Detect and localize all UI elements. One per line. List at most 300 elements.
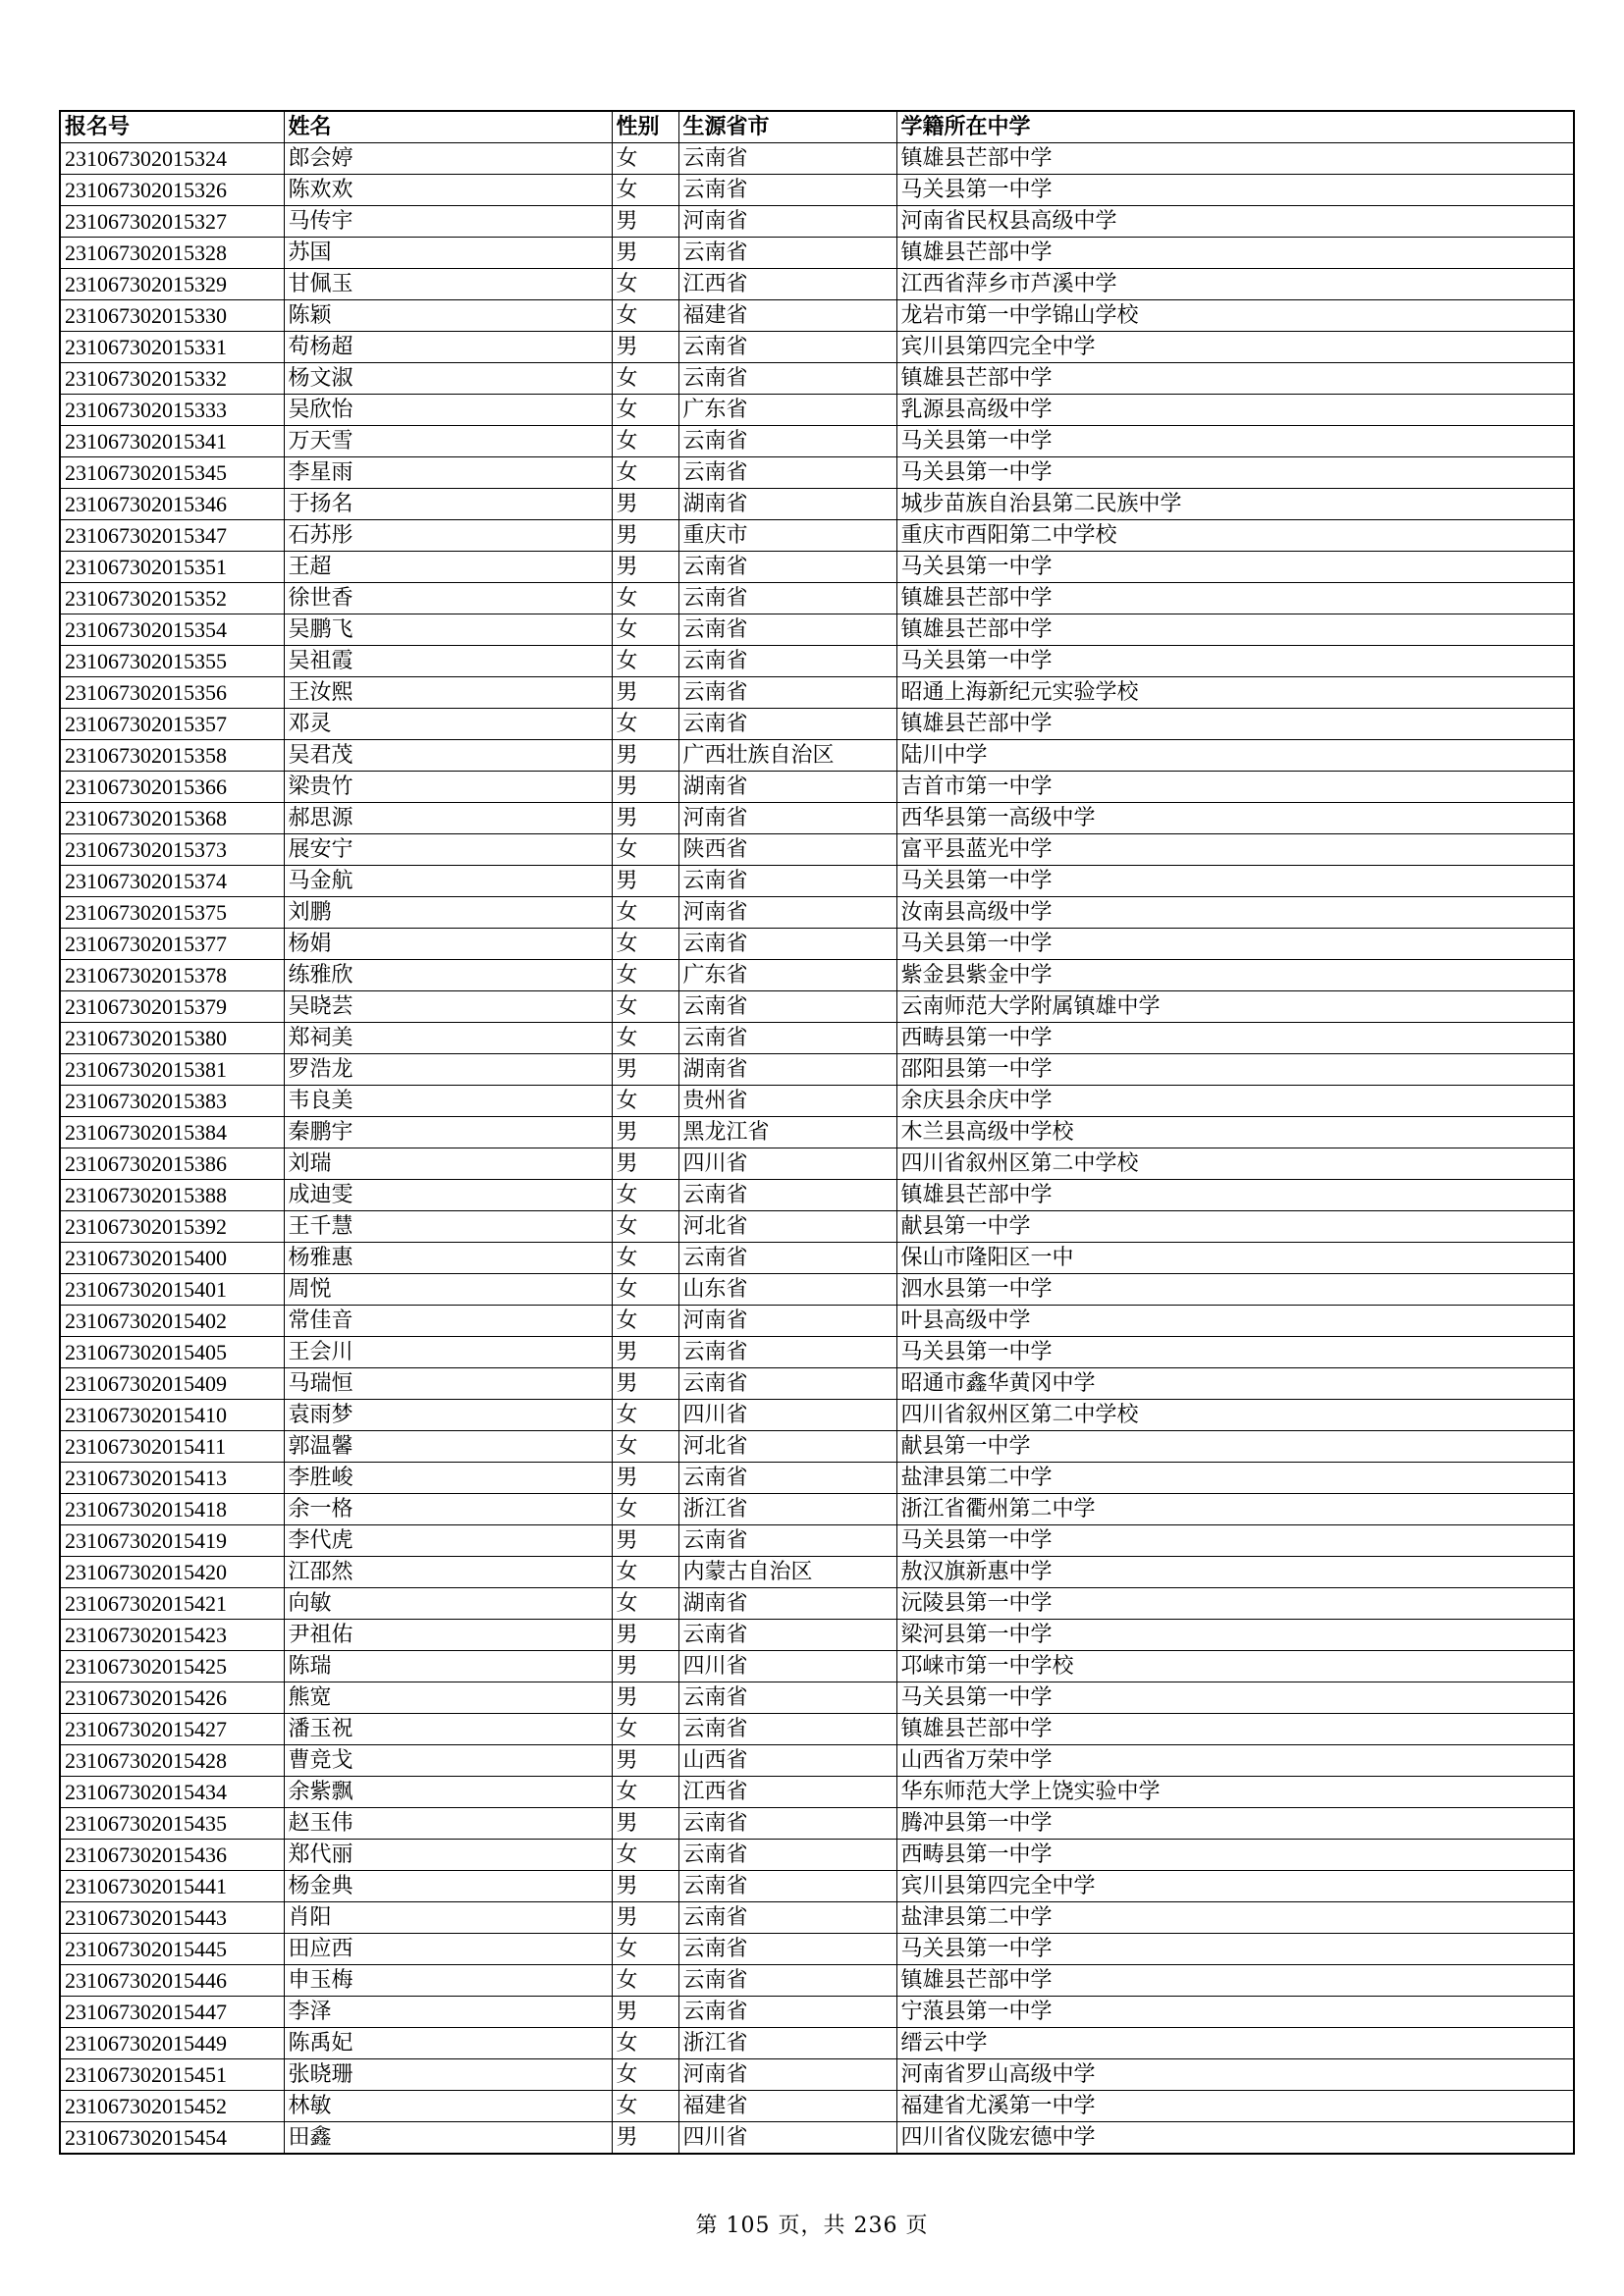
- province-cell: 湖南省: [678, 489, 896, 520]
- name-cell: 赵玉伟: [284, 1808, 612, 1840]
- table-row: [60, 583, 1574, 614]
- table-row: [60, 1463, 1574, 1494]
- gender-cell: 男: [612, 677, 678, 709]
- gender-cell: 女: [612, 583, 678, 614]
- school-cell: 镇雄县芒部中学: [896, 238, 1574, 269]
- province-cell: 云南省: [678, 332, 896, 363]
- name-cell: 李星雨: [284, 457, 612, 489]
- table-row: [60, 552, 1574, 583]
- registration-number-cell: 231067302015428: [60, 1745, 284, 1777]
- name-cell: 潘玉祝: [284, 1714, 612, 1745]
- name-cell: 田应西: [284, 1934, 612, 1965]
- school-cell: 四川省仪陇宏德中学: [896, 2122, 1574, 2155]
- province-cell: 云南省: [678, 457, 896, 489]
- table-row: [60, 929, 1574, 960]
- gender-cell: 男: [612, 238, 678, 269]
- school-cell: 昭通市鑫华黄冈中学: [896, 1368, 1574, 1400]
- name-cell: 李代虎: [284, 1525, 612, 1557]
- province-cell: 河南省: [678, 2059, 896, 2091]
- gender-cell: 男: [612, 1651, 678, 1682]
- table-row: [60, 960, 1574, 991]
- name-cell: 曹竞戈: [284, 1745, 612, 1777]
- school-cell: 保山市隆阳区一中: [896, 1243, 1574, 1274]
- province-cell: 山东省: [678, 1274, 896, 1306]
- gender-cell: 女: [612, 1400, 678, 1431]
- gender-cell: 女: [612, 834, 678, 866]
- province-cell: 云南省: [678, 1997, 896, 2028]
- registration-number-cell: 231067302015378: [60, 960, 284, 991]
- name-cell: 袁雨梦: [284, 1400, 612, 1431]
- registration-number-cell: 231067302015454: [60, 2122, 284, 2155]
- table-row: [60, 332, 1574, 363]
- registration-number-cell: 231067302015341: [60, 426, 284, 457]
- province-cell: 云南省: [678, 1871, 896, 1902]
- gender-cell: 男: [612, 1871, 678, 1902]
- name-cell: 郑代丽: [284, 1840, 612, 1871]
- registration-number-cell: 231067302015377: [60, 929, 284, 960]
- name-cell: 成迪雯: [284, 1180, 612, 1211]
- table-row: [60, 269, 1574, 300]
- registration-number-cell: 231067302015326: [60, 175, 284, 206]
- gender-cell: 女: [612, 1588, 678, 1620]
- table-row: [60, 614, 1574, 646]
- name-cell: 展安宁: [284, 834, 612, 866]
- registration-number-cell: 231067302015358: [60, 740, 284, 772]
- registration-number-cell: 231067302015413: [60, 1463, 284, 1494]
- registration-number-cell: 231067302015352: [60, 583, 284, 614]
- school-cell: 福建省尤溪第一中学: [896, 2091, 1574, 2122]
- gender-cell: 女: [612, 1023, 678, 1054]
- table-row: [60, 834, 1574, 866]
- gender-cell: 男: [612, 2122, 678, 2155]
- registration-number-cell: 231067302015375: [60, 897, 284, 929]
- gender-cell: 女: [612, 1274, 678, 1306]
- school-cell: 木兰县高级中学校: [896, 1117, 1574, 1148]
- registration-number-cell: 231067302015381: [60, 1054, 284, 1086]
- gender-cell: 男: [612, 740, 678, 772]
- header-gender: 性别: [612, 111, 678, 143]
- registration-number-cell: 231067302015423: [60, 1620, 284, 1651]
- table-row: [60, 238, 1574, 269]
- table-row: [60, 1871, 1574, 1902]
- gender-cell: 男: [612, 1148, 678, 1180]
- name-cell: 林敏: [284, 2091, 612, 2122]
- school-cell: 宾川县第四完全中学: [896, 332, 1574, 363]
- table-row: [60, 1148, 1574, 1180]
- school-cell: 昭通上海新纪元实验学校: [896, 677, 1574, 709]
- province-cell: 云南省: [678, 1620, 896, 1651]
- gender-cell: 女: [612, 143, 678, 175]
- name-cell: 王汝熙: [284, 677, 612, 709]
- province-cell: 云南省: [678, 143, 896, 175]
- table-row: [60, 1368, 1574, 1400]
- province-cell: 河南省: [678, 1306, 896, 1337]
- gender-cell: 男: [612, 1117, 678, 1148]
- school-cell: 汝南县高级中学: [896, 897, 1574, 929]
- registration-number-cell: 231067302015445: [60, 1934, 284, 1965]
- school-cell: 乳源县高级中学: [896, 395, 1574, 426]
- registration-number-cell: 231067302015402: [60, 1306, 284, 1337]
- registration-number-cell: 231067302015373: [60, 834, 284, 866]
- table-row: [60, 2059, 1574, 2091]
- table-row: [60, 1651, 1574, 1682]
- name-cell: 韦良美: [284, 1086, 612, 1117]
- name-cell: 陈瑞: [284, 1651, 612, 1682]
- table-row: [60, 1180, 1574, 1211]
- table-row: [60, 363, 1574, 395]
- gender-cell: 女: [612, 300, 678, 332]
- table-row: [60, 426, 1574, 457]
- gender-cell: 女: [612, 1714, 678, 1745]
- name-cell: 郎会婷: [284, 143, 612, 175]
- school-cell: 马关县第一中学: [896, 1934, 1574, 1965]
- school-cell: 沅陵县第一中学: [896, 1588, 1574, 1620]
- school-cell: 镇雄县芒部中学: [896, 1714, 1574, 1745]
- province-cell: 河南省: [678, 897, 896, 929]
- province-cell: 湖南省: [678, 1588, 896, 1620]
- school-cell: 镇雄县芒部中学: [896, 709, 1574, 740]
- name-cell: 常佳音: [284, 1306, 612, 1337]
- province-cell: 云南省: [678, 1934, 896, 1965]
- name-cell: 罗浩龙: [284, 1054, 612, 1086]
- school-cell: 献县第一中学: [896, 1431, 1574, 1463]
- name-cell: 秦鹏宇: [284, 1117, 612, 1148]
- registration-number-cell: 231067302015386: [60, 1148, 284, 1180]
- province-cell: 湖南省: [678, 1054, 896, 1086]
- registration-number-cell: 231067302015409: [60, 1368, 284, 1400]
- school-cell: 献县第一中学: [896, 1211, 1574, 1243]
- table-row: [60, 1337, 1574, 1368]
- gender-cell: 女: [612, 1934, 678, 1965]
- province-cell: 福建省: [678, 2091, 896, 2122]
- province-cell: 云南省: [678, 175, 896, 206]
- registration-number-cell: 231067302015427: [60, 1714, 284, 1745]
- school-cell: 镇雄县芒部中学: [896, 583, 1574, 614]
- header-school: 学籍所在中学: [896, 111, 1574, 143]
- name-cell: 于扬名: [284, 489, 612, 520]
- province-cell: 四川省: [678, 1651, 896, 1682]
- school-cell: 四川省叙州区第二中学校: [896, 1148, 1574, 1180]
- table-row: [60, 2028, 1574, 2059]
- table-row: [60, 1965, 1574, 1997]
- gender-cell: 男: [612, 772, 678, 803]
- registration-number-cell: 231067302015421: [60, 1588, 284, 1620]
- registration-number-cell: 231067302015446: [60, 1965, 284, 1997]
- registration-number-cell: 231067302015333: [60, 395, 284, 426]
- school-cell: 马关县第一中学: [896, 552, 1574, 583]
- school-cell: 吉首市第一中学: [896, 772, 1574, 803]
- province-cell: 云南省: [678, 1840, 896, 1871]
- table-row: [60, 1086, 1574, 1117]
- province-cell: 广东省: [678, 395, 896, 426]
- province-cell: 福建省: [678, 300, 896, 332]
- province-cell: 云南省: [678, 646, 896, 677]
- name-cell: 周悦: [284, 1274, 612, 1306]
- registration-number-cell: 231067302015331: [60, 332, 284, 363]
- province-cell: 云南省: [678, 583, 896, 614]
- registration-number-cell: 231067302015449: [60, 2028, 284, 2059]
- registration-number-cell: 231067302015392: [60, 1211, 284, 1243]
- province-cell: 河北省: [678, 1211, 896, 1243]
- table-row: [60, 897, 1574, 929]
- school-cell: 浙江省衢州第二中学: [896, 1494, 1574, 1525]
- table-row: [60, 1902, 1574, 1934]
- gender-cell: 女: [612, 1965, 678, 1997]
- school-cell: 城步苗族自治县第二民族中学: [896, 489, 1574, 520]
- table-row: [60, 206, 1574, 238]
- gender-cell: 女: [612, 1431, 678, 1463]
- province-cell: 云南省: [678, 1965, 896, 1997]
- gender-cell: 女: [612, 646, 678, 677]
- name-cell: 陈欢欢: [284, 175, 612, 206]
- school-cell: 镇雄县芒部中学: [896, 143, 1574, 175]
- gender-cell: 女: [612, 426, 678, 457]
- gender-cell: 男: [612, 520, 678, 552]
- table-row: [60, 1243, 1574, 1274]
- name-cell: 王超: [284, 552, 612, 583]
- school-cell: 河南省罗山高级中学: [896, 2059, 1574, 2091]
- registration-number-cell: 231067302015447: [60, 1997, 284, 2028]
- registration-number-cell: 231067302015388: [60, 1180, 284, 1211]
- registration-number-cell: 231067302015410: [60, 1400, 284, 1431]
- school-cell: 宁蒗县第一中学: [896, 1997, 1574, 2028]
- province-cell: 四川省: [678, 1400, 896, 1431]
- name-cell: 李泽: [284, 1997, 612, 2028]
- school-cell: 邵阳县第一中学: [896, 1054, 1574, 1086]
- name-cell: 梁贵竹: [284, 772, 612, 803]
- school-cell: 梁河县第一中学: [896, 1620, 1574, 1651]
- name-cell: 苟杨超: [284, 332, 612, 363]
- name-cell: 苏国: [284, 238, 612, 269]
- gender-cell: 女: [612, 363, 678, 395]
- province-cell: 云南省: [678, 1368, 896, 1400]
- province-cell: 云南省: [678, 363, 896, 395]
- gender-cell: 女: [612, 1306, 678, 1337]
- school-cell: 四川省叙州区第二中学校: [896, 1400, 1574, 1431]
- school-cell: 泗水县第一中学: [896, 1274, 1574, 1306]
- gender-cell: 女: [612, 1777, 678, 1808]
- school-cell: 山西省万荣中学: [896, 1745, 1574, 1777]
- name-cell: 马传宇: [284, 206, 612, 238]
- school-cell: 马关县第一中学: [896, 1525, 1574, 1557]
- name-cell: 吴欣怡: [284, 395, 612, 426]
- gender-cell: 女: [612, 1840, 678, 1871]
- table-row: [60, 1431, 1574, 1463]
- registration-number-cell: 231067302015329: [60, 269, 284, 300]
- gender-cell: 女: [612, 1243, 678, 1274]
- school-cell: 马关县第一中学: [896, 1682, 1574, 1714]
- registration-number-cell: 231067302015379: [60, 991, 284, 1023]
- gender-cell: 男: [612, 803, 678, 834]
- school-cell: 西畴县第一中学: [896, 1840, 1574, 1871]
- province-cell: 江西省: [678, 269, 896, 300]
- table-row: [60, 1620, 1574, 1651]
- province-cell: 黑龙江省: [678, 1117, 896, 1148]
- province-cell: 云南省: [678, 709, 896, 740]
- province-cell: 四川省: [678, 1148, 896, 1180]
- table-row: [60, 1211, 1574, 1243]
- school-cell: 缙云中学: [896, 2028, 1574, 2059]
- registration-number-cell: 231067302015327: [60, 206, 284, 238]
- registration-number-cell: 231067302015419: [60, 1525, 284, 1557]
- province-cell: 云南省: [678, 1463, 896, 1494]
- school-cell: 镇雄县芒部中学: [896, 614, 1574, 646]
- province-cell: 云南省: [678, 991, 896, 1023]
- registration-number-cell: 231067302015374: [60, 866, 284, 897]
- table-row: [60, 1557, 1574, 1588]
- table-row: [60, 300, 1574, 332]
- gender-cell: 女: [612, 960, 678, 991]
- name-cell: 郝思源: [284, 803, 612, 834]
- table-row: [60, 143, 1574, 175]
- name-cell: 杨文淑: [284, 363, 612, 395]
- name-cell: 余一格: [284, 1494, 612, 1525]
- name-cell: 余紫飘: [284, 1777, 612, 1808]
- table-row: [60, 489, 1574, 520]
- gender-cell: 女: [612, 269, 678, 300]
- school-cell: 重庆市酉阳第二中学校: [896, 520, 1574, 552]
- name-cell: 吴祖霞: [284, 646, 612, 677]
- name-cell: 申玉梅: [284, 1965, 612, 1997]
- school-cell: 龙岩市第一中学锦山学校: [896, 300, 1574, 332]
- registration-number-cell: 231067302015357: [60, 709, 284, 740]
- name-cell: 郑祠美: [284, 1023, 612, 1054]
- name-cell: 吴晓芸: [284, 991, 612, 1023]
- gender-cell: 女: [612, 929, 678, 960]
- table-row: [60, 803, 1574, 834]
- registration-number-cell: 231067302015346: [60, 489, 284, 520]
- table-row: [60, 772, 1574, 803]
- name-cell: 杨雅惠: [284, 1243, 612, 1274]
- gender-cell: 男: [612, 1902, 678, 1934]
- name-cell: 李胜峻: [284, 1463, 612, 1494]
- gender-cell: 女: [612, 2028, 678, 2059]
- header-name: 姓名: [284, 111, 612, 143]
- registration-number-cell: 231067302015425: [60, 1651, 284, 1682]
- school-cell: 富平县蓝光中学: [896, 834, 1574, 866]
- name-cell: 杨娟: [284, 929, 612, 960]
- registration-number-cell: 231067302015330: [60, 300, 284, 332]
- school-cell: 马关县第一中学: [896, 457, 1574, 489]
- province-cell: 内蒙古自治区: [678, 1557, 896, 1588]
- registration-number-cell: 231067302015436: [60, 1840, 284, 1871]
- gender-cell: 女: [612, 2091, 678, 2122]
- table-row: [60, 175, 1574, 206]
- admission-table: [59, 110, 1575, 2155]
- province-cell: 云南省: [678, 1337, 896, 1368]
- gender-cell: 男: [612, 1997, 678, 2028]
- gender-cell: 女: [612, 1557, 678, 1588]
- registration-number-cell: 231067302015366: [60, 772, 284, 803]
- name-cell: 尹祖佑: [284, 1620, 612, 1651]
- school-cell: 宾川县第四完全中学: [896, 1871, 1574, 1902]
- table-body: [60, 143, 1574, 2155]
- name-cell: 刘鹏: [284, 897, 612, 929]
- registration-number-cell: 231067302015332: [60, 363, 284, 395]
- province-cell: 云南省: [678, 1243, 896, 1274]
- province-cell: 湖南省: [678, 772, 896, 803]
- school-cell: 马关县第一中学: [896, 646, 1574, 677]
- gender-cell: 男: [612, 1463, 678, 1494]
- province-cell: 云南省: [678, 426, 896, 457]
- province-cell: 云南省: [678, 1180, 896, 1211]
- name-cell: 陈颖: [284, 300, 612, 332]
- province-cell: 云南省: [678, 614, 896, 646]
- province-cell: 江西省: [678, 1777, 896, 1808]
- gender-cell: 女: [612, 175, 678, 206]
- school-cell: 云南师范大学附属镇雄中学: [896, 991, 1574, 1023]
- school-cell: 镇雄县芒部中学: [896, 1180, 1574, 1211]
- gender-cell: 女: [612, 709, 678, 740]
- registration-number-cell: 231067302015401: [60, 1274, 284, 1306]
- gender-cell: 女: [612, 614, 678, 646]
- registration-number-cell: 231067302015435: [60, 1808, 284, 1840]
- gender-cell: 女: [612, 1211, 678, 1243]
- page-number: 第 105 页，共 236 页: [695, 2214, 929, 2238]
- province-cell: 陕西省: [678, 834, 896, 866]
- province-cell: 浙江省: [678, 2028, 896, 2059]
- school-cell: 腾冲县第一中学: [896, 1808, 1574, 1840]
- registration-number-cell: 231067302015354: [60, 614, 284, 646]
- table-row: [60, 709, 1574, 740]
- province-cell: 云南省: [678, 1902, 896, 1934]
- province-cell: 四川省: [678, 2122, 896, 2155]
- gender-cell: 女: [612, 897, 678, 929]
- registration-number-cell: 231067302015411: [60, 1431, 284, 1463]
- gender-cell: 男: [612, 1337, 678, 1368]
- province-cell: 河南省: [678, 206, 896, 238]
- name-cell: 郭温馨: [284, 1431, 612, 1463]
- name-cell: 吴君茂: [284, 740, 612, 772]
- province-cell: 山西省: [678, 1745, 896, 1777]
- name-cell: 熊宽: [284, 1682, 612, 1714]
- school-cell: 马关县第一中学: [896, 1337, 1574, 1368]
- registration-number-cell: 231067302015451: [60, 2059, 284, 2091]
- table-row: [60, 1400, 1574, 1431]
- table-row: [60, 1682, 1574, 1714]
- table-row: [60, 1777, 1574, 1808]
- table-header-row: [60, 111, 1574, 143]
- school-cell: 西华县第一高级中学: [896, 803, 1574, 834]
- gender-cell: 女: [612, 1494, 678, 1525]
- name-cell: 王会川: [284, 1337, 612, 1368]
- table-row: [60, 520, 1574, 552]
- name-cell: 向敏: [284, 1588, 612, 1620]
- school-cell: 西畴县第一中学: [896, 1023, 1574, 1054]
- province-cell: 贵州省: [678, 1086, 896, 1117]
- school-cell: 余庆县余庆中学: [896, 1086, 1574, 1117]
- name-cell: 王千慧: [284, 1211, 612, 1243]
- school-cell: 马关县第一中学: [896, 929, 1574, 960]
- school-cell: 紫金县紫金中学: [896, 960, 1574, 991]
- name-cell: 徐世香: [284, 583, 612, 614]
- registration-number-cell: 231067302015345: [60, 457, 284, 489]
- gender-cell: 男: [612, 866, 678, 897]
- registration-number-cell: 231067302015441: [60, 1871, 284, 1902]
- table-row: [60, 740, 1574, 772]
- province-cell: 重庆市: [678, 520, 896, 552]
- gender-cell: 男: [612, 206, 678, 238]
- table-row: [60, 677, 1574, 709]
- table-row: [60, 1808, 1574, 1840]
- province-cell: 广东省: [678, 960, 896, 991]
- registration-number-cell: 231067302015443: [60, 1902, 284, 1934]
- gender-cell: 男: [612, 552, 678, 583]
- gender-cell: 女: [612, 1180, 678, 1211]
- table-row: [60, 1997, 1574, 2028]
- registration-number-cell: 231067302015405: [60, 1337, 284, 1368]
- registration-number-cell: 231067302015452: [60, 2091, 284, 2122]
